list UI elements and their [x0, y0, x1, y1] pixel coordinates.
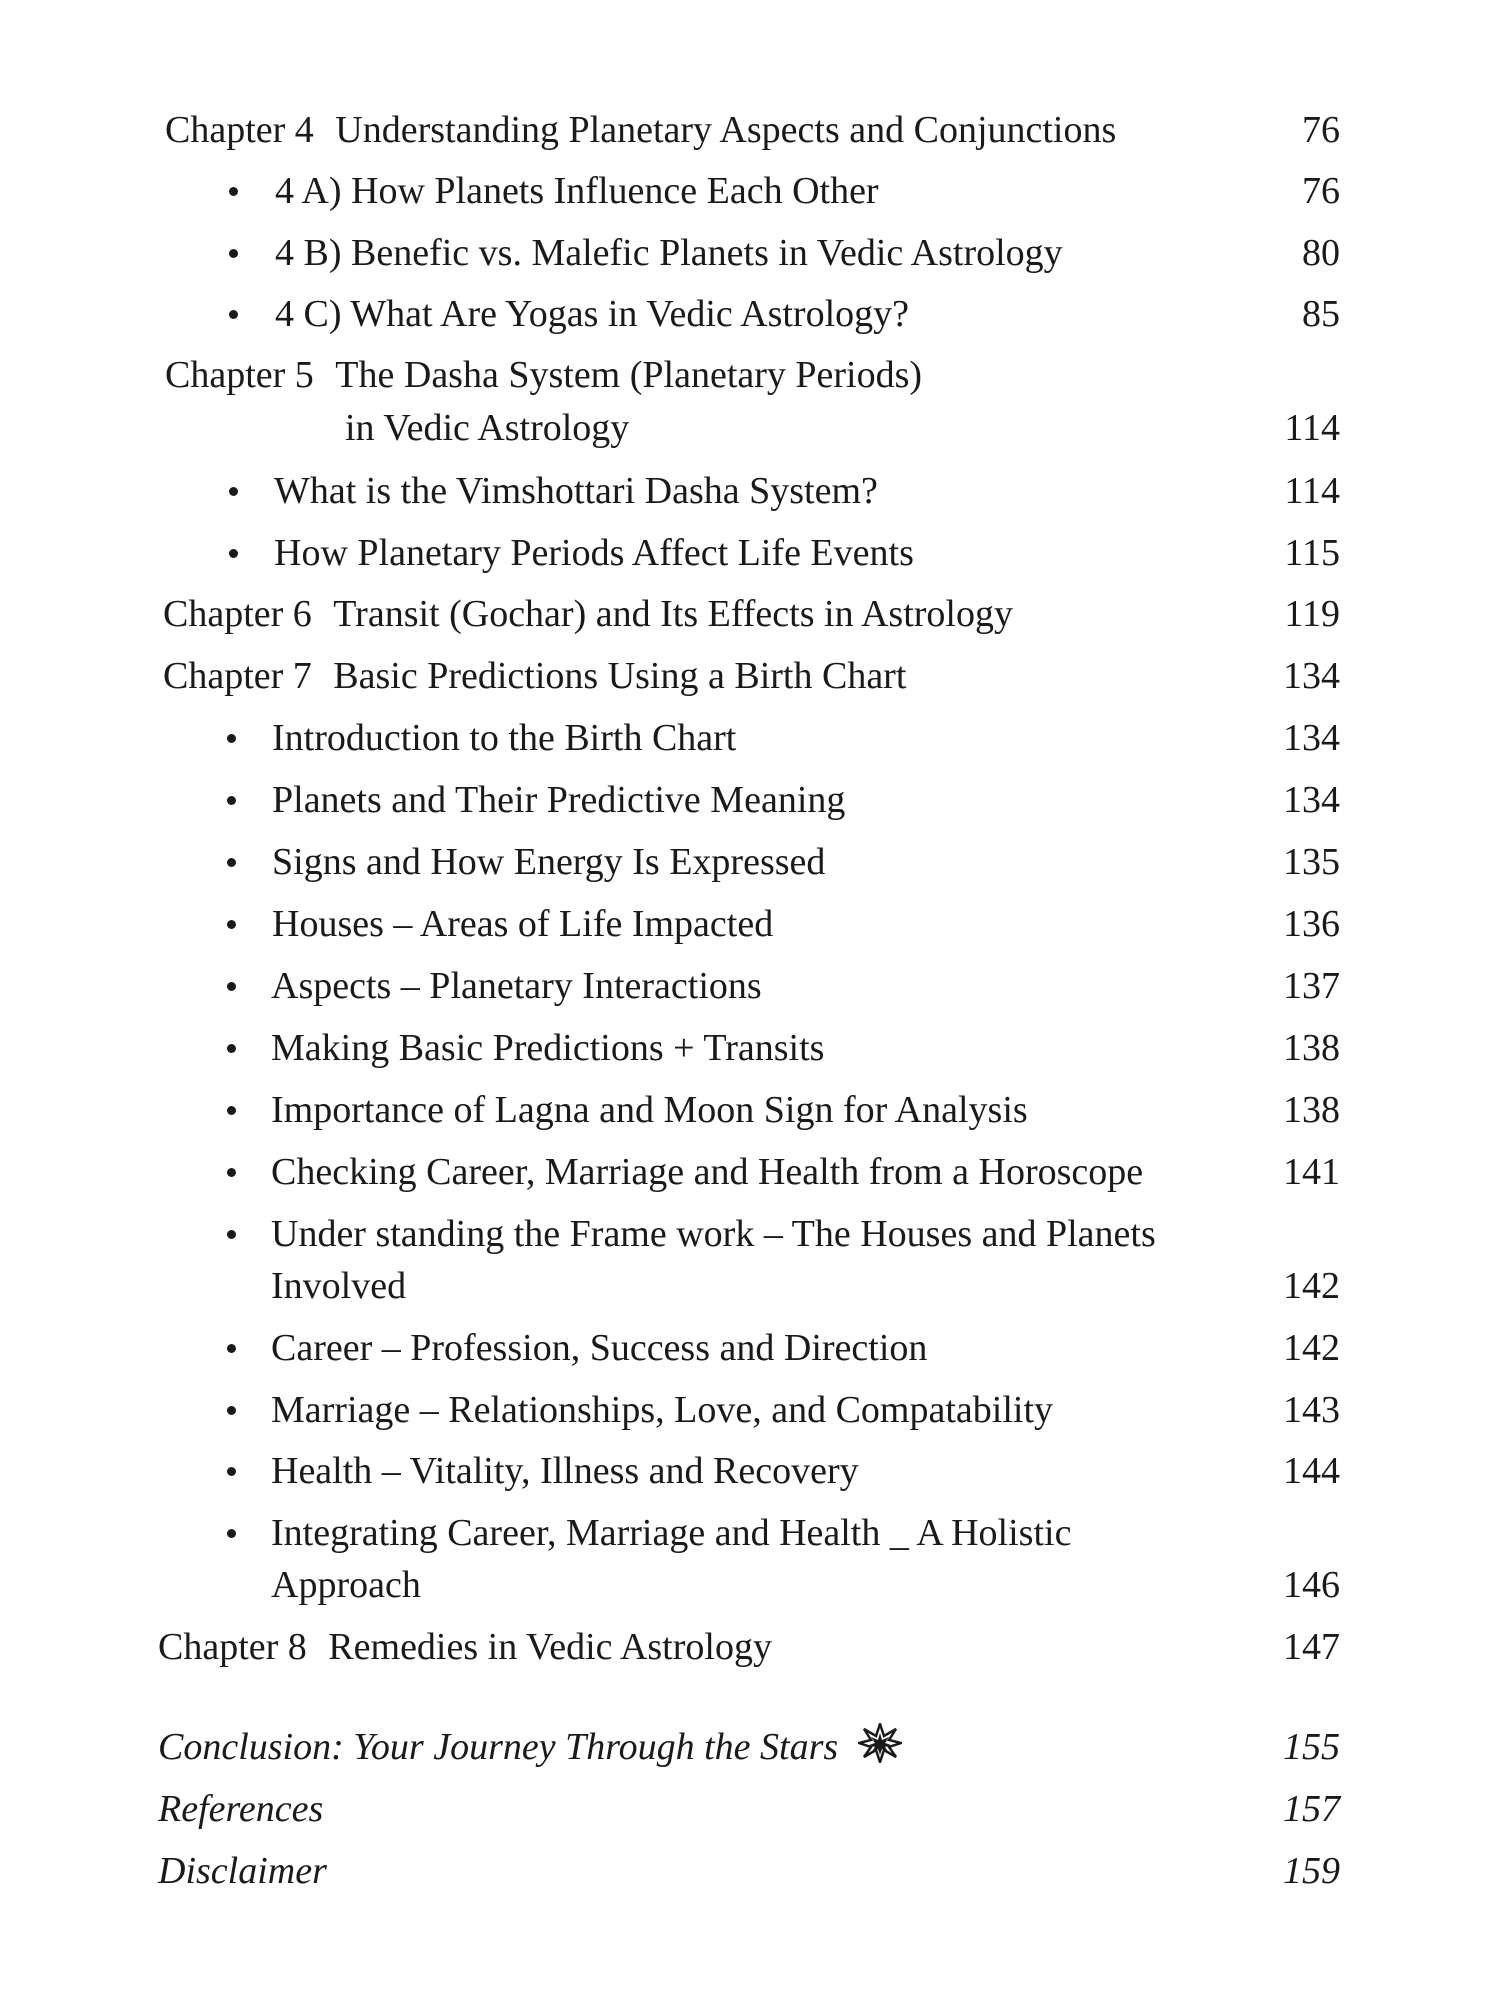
page-number: 119: [1284, 593, 1340, 635]
page-number: 76: [1302, 170, 1340, 212]
conclusion-entry[interactable]: [158, 1722, 902, 1772]
toc-entry[interactable]: Importance of Lagna and Moon Sign for Analysis: [271, 1089, 1028, 1131]
chapter-label: Chapter 4: [165, 109, 314, 151]
toc-entry[interactable]: 4 B) Benefic vs. Malefic Planets in Vedic Astrology: [275, 232, 1063, 274]
page-number: 138: [1283, 1089, 1340, 1131]
chapter-title: Transit (Gochar) and Its Effects in Astrology: [333, 593, 1013, 635]
bullet: [227, 982, 236, 991]
bullet: [227, 1106, 236, 1115]
page-number: 142: [1283, 1327, 1340, 1369]
chapter-4-entry[interactable]: [165, 105, 1116, 155]
bullet: [227, 796, 236, 805]
toc-entry-continued: Involved: [271, 1265, 407, 1307]
bullet: [227, 1168, 236, 1177]
star-burst-icon: [858, 1723, 902, 1763]
page-number: 114: [1284, 470, 1340, 512]
toc-entry-continued: Approach: [271, 1564, 421, 1606]
toc-entry[interactable]: Signs and How Energy Is Expressed: [272, 841, 826, 883]
page-number: 144: [1283, 1450, 1340, 1492]
bullet: [229, 187, 238, 196]
bullet: [227, 1344, 236, 1353]
toc-entry[interactable]: Planets and Their Predictive Meaning: [272, 779, 846, 821]
page-number: 147: [1283, 1626, 1340, 1668]
page-number: 155: [1283, 1726, 1340, 1768]
page-number: 114: [1284, 407, 1340, 449]
page-number: 159: [1283, 1850, 1340, 1892]
bullet: [227, 1529, 236, 1538]
chapter-title-continued: in Vedic Astrology: [345, 407, 630, 449]
page-number: 157: [1283, 1788, 1340, 1830]
chapter-6-entry[interactable]: [163, 589, 1013, 639]
toc-entry[interactable]: Integrating Career, Marriage and Health _ A Holistic: [271, 1512, 1072, 1554]
toc-entry[interactable]: What is the Vimshottari Dasha System?: [274, 470, 878, 512]
bullet: [229, 310, 238, 319]
bullet: [229, 487, 238, 496]
conclusion-label: Conclusion: Your Journey Through the Stars: [158, 1726, 839, 1768]
toc-entry[interactable]: Aspects – Planetary Interactions: [271, 965, 762, 1007]
toc-entry[interactable]: Health – Vitality, Illness and Recovery: [271, 1450, 859, 1492]
page-number: 143: [1283, 1389, 1340, 1431]
toc-entry[interactable]: 4 C) What Are Yogas in Vedic Astrology?: [275, 293, 910, 335]
bullet: [227, 734, 236, 743]
page-number: 134: [1283, 655, 1340, 697]
page-number: 135: [1283, 841, 1340, 883]
page-number: 146: [1283, 1564, 1340, 1606]
toc-entry[interactable]: Houses – Areas of Life Impacted: [272, 903, 774, 945]
chapter-label: Chapter 6: [163, 593, 312, 635]
toc-entry[interactable]: Under standing the Frame work – The Houses and Planets: [271, 1213, 1156, 1255]
chapter-title: Basic Predictions Using a Birth Chart: [333, 655, 907, 697]
page-number: 134: [1283, 717, 1340, 759]
toc-entry[interactable]: Checking Career, Marriage and Health from a Horoscope: [271, 1151, 1144, 1193]
page-number: 138: [1283, 1027, 1340, 1069]
page-number: 76: [1302, 109, 1340, 151]
chapter-title: Understanding Planetary Aspects and Conjunctions: [335, 109, 1117, 151]
bullet: [227, 1044, 236, 1053]
chapter-title: The Dasha System (Planetary Periods): [335, 354, 923, 396]
page-number: 80: [1302, 232, 1340, 274]
toc-entry[interactable]: 4 A) How Planets Influence Each Other: [275, 170, 879, 212]
page-number: 115: [1284, 532, 1340, 574]
toc-entry[interactable]: Making Basic Predictions + Transits: [271, 1027, 825, 1069]
chapter-label: Chapter 8: [158, 1626, 307, 1668]
chapter-label: Chapter 7: [163, 655, 312, 697]
page-number: 141: [1283, 1151, 1340, 1193]
page-number: 134: [1283, 779, 1340, 821]
page-number: 137: [1283, 965, 1340, 1007]
references-entry[interactable]: References: [158, 1788, 324, 1830]
chapter-5-entry[interactable]: [165, 350, 922, 400]
bullet: [227, 858, 236, 867]
page-number: 142: [1283, 1265, 1340, 1307]
chapter-title: Remedies in Vedic Astrology: [328, 1626, 772, 1668]
chapter-7-entry[interactable]: [163, 651, 906, 701]
chapter-8-entry[interactable]: [158, 1622, 772, 1672]
bullet: [227, 1230, 236, 1239]
bullet: [229, 549, 238, 558]
bullet: [227, 1406, 236, 1415]
disclaimer-entry[interactable]: Disclaimer: [158, 1850, 327, 1892]
chapter-label: Chapter 5: [165, 354, 314, 396]
bullet: [229, 249, 238, 258]
bullet: [227, 1467, 236, 1476]
page-number: 85: [1302, 293, 1340, 335]
toc-entry[interactable]: Career – Profession, Success and Direction: [271, 1327, 928, 1369]
page-number: 136: [1283, 903, 1340, 945]
toc-entry[interactable]: Marriage – Relationships, Love, and Compatability: [271, 1389, 1054, 1431]
bullet: [227, 920, 236, 929]
toc-entry[interactable]: How Planetary Periods Affect Life Events: [274, 532, 914, 574]
toc-entry[interactable]: Introduction to the Birth Chart: [272, 717, 737, 759]
